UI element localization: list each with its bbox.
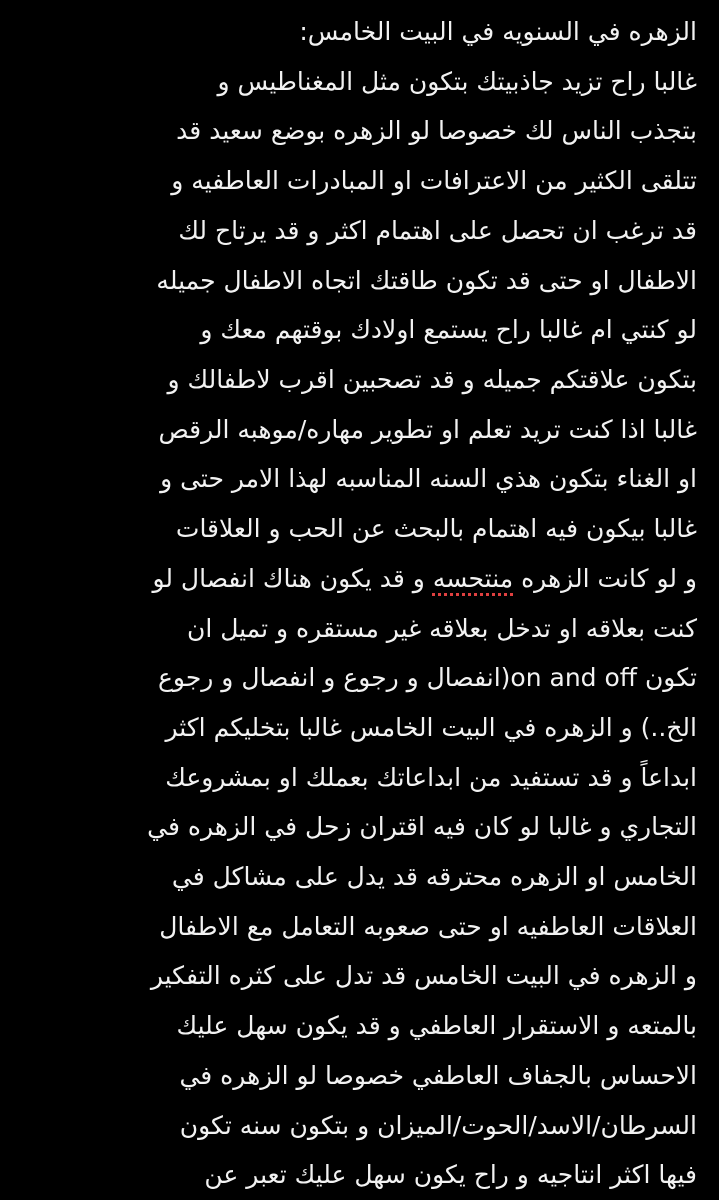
note-line: [7, 554, 697, 604]
note-line: او الغناء بتكون هذي السنه المناسبه لهذا الامر حتى و: [160, 464, 697, 493]
note-line: فيها اكثر انتاجيه و راح يكون سهل عليك تعبر عن: [204, 1160, 697, 1189]
note-line-text: و لو كانت الزهره: [513, 564, 697, 593]
note-line: بالمتعه و الاستقرار العاطفي و قد يكون سهل عليك: [176, 1011, 697, 1040]
note-line: غالبا اذا كنت تريد تعلم او تطوير مهاره/موهبه الرقص: [158, 415, 697, 444]
note-line: تتلقى الكثير من الاعترافات او المبادرات العاطفيه و: [171, 166, 697, 195]
note-line: ابداعاً و قد تستفيد من ابداعاتك بعملك او بمشروعك: [165, 763, 697, 792]
note-line-text: و قد يكون هناك انفصال لو: [152, 564, 433, 593]
note-heading: الزهره في السنويه في البيت الخامس:: [299, 17, 697, 46]
note-line: العلاقات العاطفيه او حتى صعوبه التعامل مع الاطفال: [159, 912, 697, 941]
note-line-text: تكون: [637, 663, 697, 692]
note-line: كنت بعلاقه او تدخل بعلاقه غير مستقره و تميل ان: [186, 614, 697, 643]
note-line: غالبا بيكون فيه اهتمام بالبحث عن الحب و العلاقات: [175, 514, 697, 543]
note-line: و الزهره في البيت الخامس قد تدل على كثره التفكير: [150, 961, 697, 990]
english-phrase: on and off: [510, 663, 637, 692]
note-line: الخامس او الزهره محترقه قد يدل على مشاكل في: [171, 862, 697, 891]
note-line: بتجذب الناس لك خصوصا لو الزهره بوضع سعيد قد: [176, 116, 697, 145]
misspelled-word[interactable]: منتحسه: [432, 564, 514, 593]
note-line: بتكون علاقتكم جميله و قد تصحبين اقرب لاطفالك و: [167, 365, 697, 394]
note-line: الاحساس بالجفاف العاطفي خصوصا لو الزهره في: [179, 1061, 697, 1090]
note-line: قد ترغب ان تحصل على اهتمام اكثر و قد يرتاح لك: [178, 216, 697, 245]
note-line: [7, 653, 697, 703]
note-line: غالبا راح تزيد جاذبيتك بتكون مثل المغناطيس و: [217, 67, 697, 96]
note-line: السرطان/الاسد/الحوت/الميزان و بتكون سنه تكون: [179, 1111, 697, 1140]
note-line: لو كنتي ام غالبا راح يستمع اولادك بوقتهم معك و: [200, 315, 697, 344]
note-line-text: (انفصال و رجوع و انفصال و رجوع: [158, 663, 511, 692]
note-line: الاطفال او حتى قد تكون طاقتك اتجاه الاطفال جميله: [156, 266, 697, 295]
note-line: التجاري و غالبا لو كان فيه اقتران زحل في الزهره في: [147, 812, 697, 841]
note-line: الخ..) و الزهره في البيت الخامس غالبا بتخليكم اكثر: [165, 713, 697, 742]
